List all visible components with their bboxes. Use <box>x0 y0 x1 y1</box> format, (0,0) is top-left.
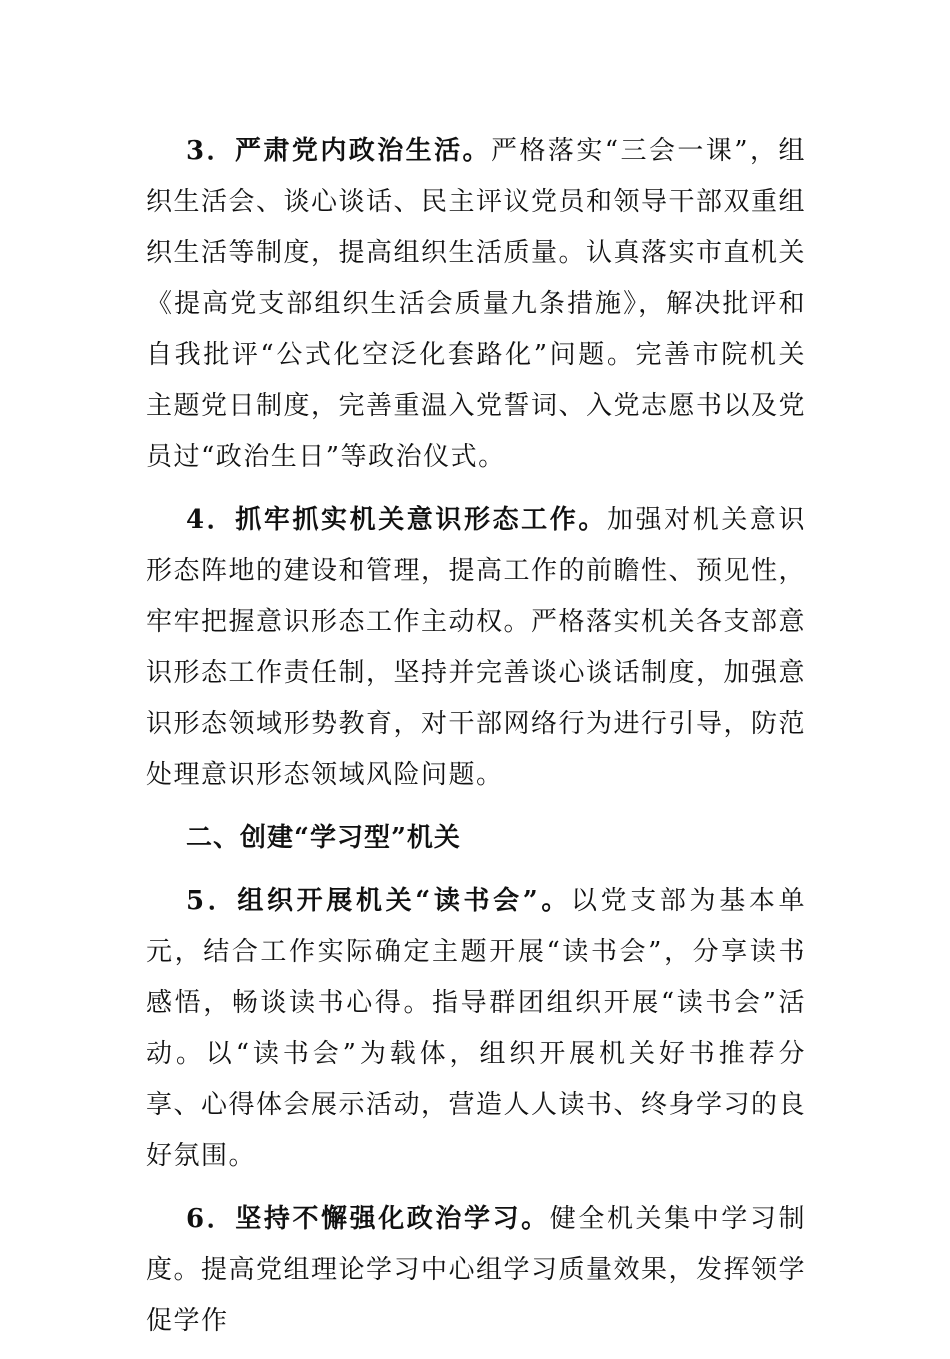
section-heading: 二、创建“学习型”机关 <box>186 823 461 853</box>
paragraph-5-lead: 5．组织开展机关“读书会”。 <box>186 886 571 916</box>
paragraph-6-lead: 6．坚持不懈强化政治学习。 <box>186 1204 550 1234</box>
paragraph-3 <box>146 126 806 483</box>
paragraph-4 <box>146 495 806 801</box>
document-page <box>146 126 806 1359</box>
paragraph-6 <box>146 1194 806 1347</box>
paragraph-5-body: 以党支部为基本单元，结合工作实际确定主题开展“读书会”，分享读书感悟，畅谈读书心得。指导群团组织开展“读书会”活动。以“读书会”为载体，组织开展机关好书推荐分享、心得体会展示活动，营造人人读书、终身学习的良好氛围。 <box>146 886 807 1171</box>
paragraph-4-body: 加强对机关意识形态阵地的建设和管理，提高工作的前瞻性、预见性，牢牢把握意识形态工作主动权。严格落实机关各支部意识形态工作责任制，坚持并完善谈心谈话制度，加强意识形态领域形势教育，对干部网络行为进行引导，防范处理意识形态领域风险问题。 <box>146 505 807 790</box>
paragraph-4-lead: 4．抓牢抓实机关意识形态工作。 <box>186 505 607 535</box>
paragraph-3-lead: 3．严肃党内政治生活。 <box>186 136 491 166</box>
paragraph-6-body: 健全机关集中学习制度。提高党组理论学习中心组学习质量效果，发挥领学促学作 <box>146 1204 807 1336</box>
paragraph-5 <box>146 876 806 1182</box>
paragraph-3-body: 严格落实“三会一课”，组织生活会、谈心谈话、民主评议党员和领导干部双重组织生活等制度，提高组织生活质量。认真落实市直机关《提高党支部组织生活会质量九条措施》，解决批评和自我批评“公式化空泛化套路化”问题。完善市院机关主题党日制度，完善重温入党誓词、入党志愿书以及党员过“政治生日”等政治仪式。 <box>146 136 807 472</box>
